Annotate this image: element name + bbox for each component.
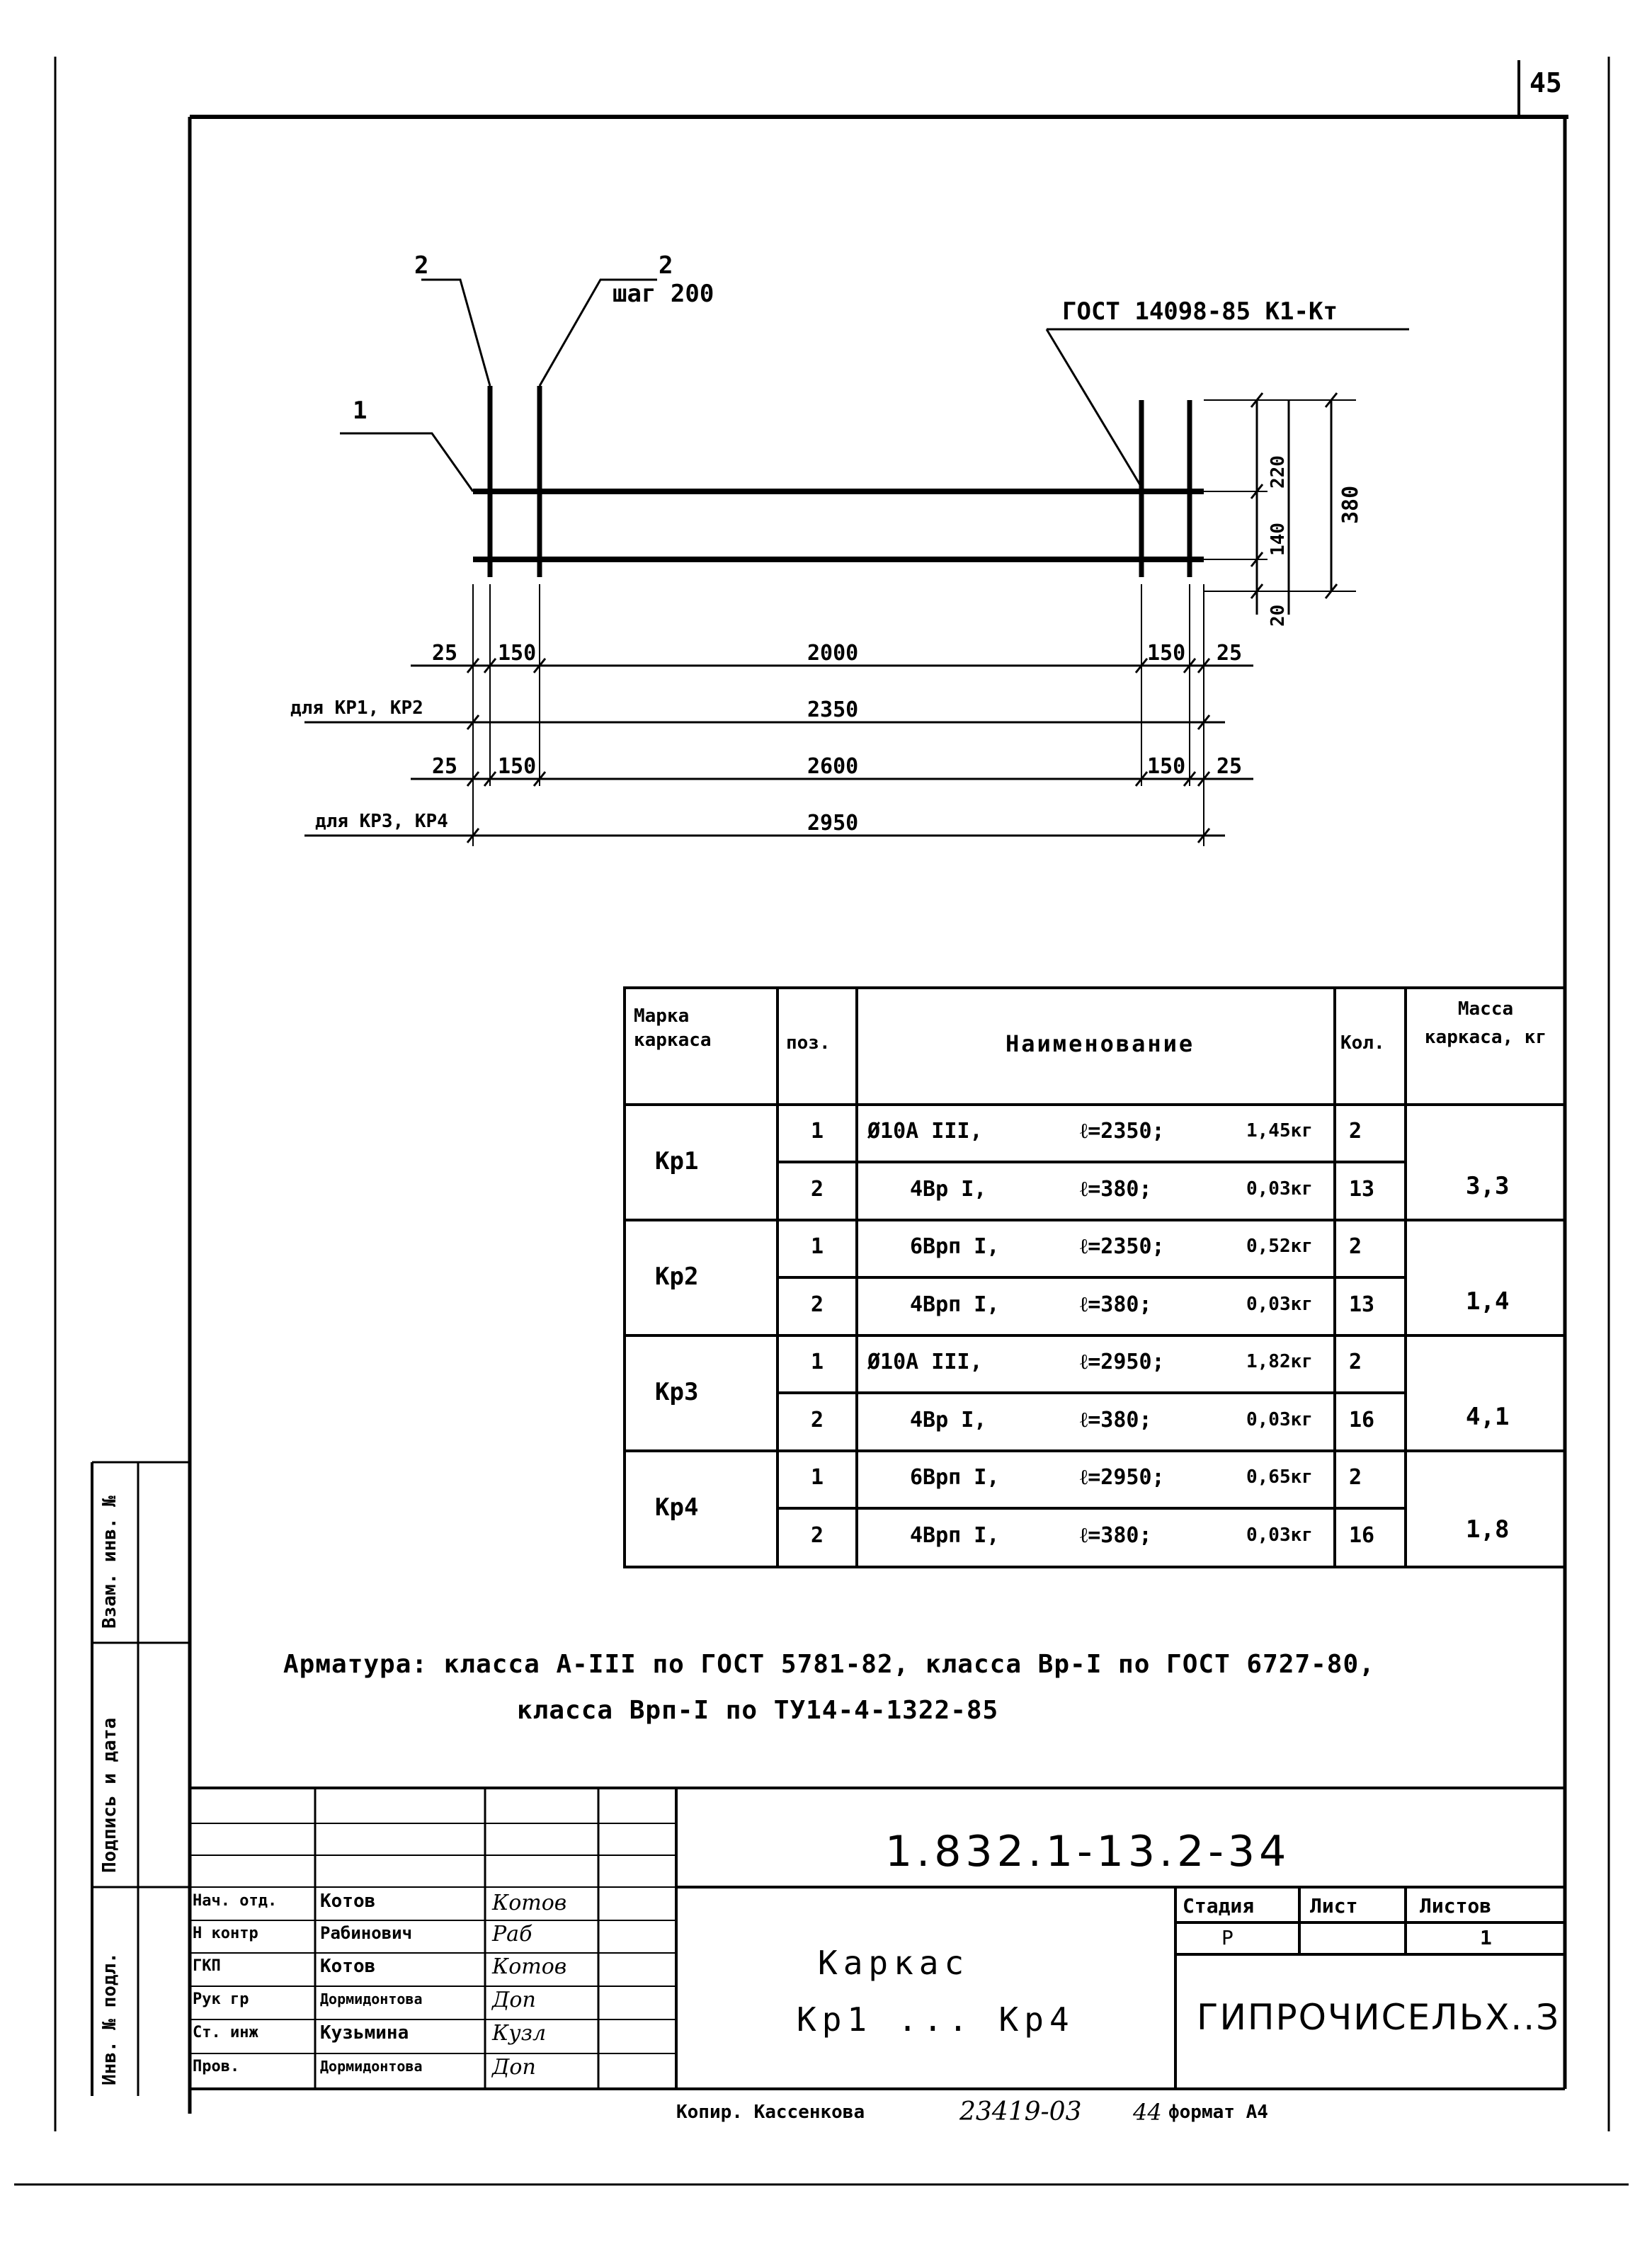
staff-signature: Раб [492, 1922, 532, 1947]
rebar-length: ℓ=2950; [1080, 1465, 1165, 1490]
pos: 2 [811, 1177, 824, 1202]
rebar-length: ℓ=2350; [1080, 1119, 1165, 1144]
rebar-length: ℓ=380; [1080, 1408, 1152, 1432]
rebar-mass: 0,03кг [1246, 1525, 1313, 1546]
rebar-length: ℓ=380; [1080, 1292, 1152, 1317]
rebar-mass: 0,52кг [1246, 1236, 1313, 1257]
title-line-1: Каркас [818, 1944, 970, 1982]
sheets-value: 1 [1480, 1926, 1492, 1949]
callout-pos2-left: 2 [414, 251, 429, 280]
note-line-2: класса Врп-I по ТУ14-4-1322-85 [517, 1696, 999, 1725]
dim-row1-150a: 150 [498, 641, 537, 666]
rebar-length: ℓ=2950; [1080, 1350, 1165, 1374]
pos: 2 [811, 1523, 824, 1548]
title-line-2: Кр1 ... Кр4 [797, 2000, 1075, 2039]
header-mark: Марка каркаса [634, 1005, 712, 1051]
mass-kr1: 3,3 [1466, 1172, 1510, 1200]
sheet-number: 45 [1529, 67, 1562, 98]
staff-signature: Котов [492, 1891, 567, 1915]
mark-kr1: Кр1 [655, 1147, 699, 1175]
organization-stamp: ГИПРОЧИСЕЛЬХ..З [1197, 1997, 1561, 2038]
rebar-length: ℓ=2350; [1080, 1234, 1165, 1259]
footer-handwritten-number: 44 [1133, 2099, 1162, 2126]
staff-role: Пров. [193, 2058, 240, 2075]
dim-row2-2350: 2350 [807, 697, 859, 722]
rebar-mass: 1,82кг [1246, 1351, 1313, 1372]
dim-20: 20 [1268, 604, 1289, 627]
mass-kr2: 1,4 [1466, 1287, 1510, 1316]
dim-row3-25a: 25 [432, 754, 458, 779]
header-name: Наименование [1006, 1030, 1195, 1057]
side-label-replace-inv: Взам. инв. № [99, 1496, 120, 1629]
staff-name: Рабинович [320, 1923, 413, 1943]
document-code: 1.832.1-13.2-34 [885, 1827, 1291, 1876]
header-pos: поз. [786, 1032, 831, 1054]
pos: 1 [811, 1234, 824, 1259]
staff-name: Котов [320, 1956, 376, 1977]
staff-signature: Кузл [492, 2021, 547, 2046]
rebar-name: 6Врп I, [910, 1465, 1000, 1490]
rebar-name: 4Вр I, [910, 1177, 987, 1202]
dim-row3-150a: 150 [498, 754, 537, 779]
rebar-name: Ø10А III, [867, 1350, 983, 1374]
side-label-inv-no: Инв. № подл. [99, 1952, 120, 2085]
staff-signature: Доп [492, 2055, 536, 2080]
stage-value: Р [1221, 1926, 1234, 1949]
staff-role: Ст. инж [193, 2024, 258, 2041]
qty: 2 [1349, 1234, 1362, 1259]
dim-row1-25b: 25 [1217, 641, 1243, 666]
sheet-label: Лист [1310, 1894, 1358, 1918]
mass-kr4: 1,8 [1466, 1515, 1510, 1544]
dim-row4-label: для КР3, КР4 [315, 811, 448, 832]
staff-signature: Доп [492, 1988, 536, 2012]
qty: 2 [1349, 1119, 1362, 1144]
dim-row1-25a: 25 [432, 641, 458, 666]
callout-pos1: 1 [353, 397, 368, 425]
rebar-length: ℓ=380; [1080, 1177, 1152, 1202]
dim-380: 380 [1338, 485, 1363, 524]
dim-row3-150b: 150 [1147, 754, 1186, 779]
pos: 1 [811, 1350, 824, 1374]
qty: 2 [1349, 1465, 1362, 1490]
dim-row3-25b: 25 [1217, 754, 1243, 779]
dim-row4-2950: 2950 [807, 811, 859, 836]
header-qty: Кол. [1340, 1032, 1385, 1054]
dim-220: 220 [1268, 455, 1289, 489]
staff-role: Н контр [193, 1925, 258, 1942]
staff-name: Котов [320, 1891, 376, 1912]
rebar-name: 4Врп I, [910, 1523, 1000, 1548]
staff-name: Кузьмина [320, 2022, 409, 2044]
mark-kr4: Кр4 [655, 1493, 699, 1522]
note-line-1: Арматура: класса А-III по ГОСТ 5781-82, класса Вр-I по ГОСТ 6727-80, [283, 1650, 1375, 1679]
pos: 1 [811, 1465, 824, 1490]
qty: 16 [1349, 1408, 1375, 1432]
qty: 13 [1349, 1292, 1375, 1317]
footer-format: формат А4 [1168, 2102, 1268, 2123]
rebar-mass: 0,65кг [1246, 1466, 1313, 1488]
mark-kr3: Кр3 [655, 1378, 699, 1406]
callout-step: шаг 200 [613, 280, 714, 308]
staff-name: Дормидонтова [320, 1990, 423, 2007]
mark-kr2: Кр2 [655, 1263, 699, 1291]
rebar-mass: 0,03кг [1246, 1409, 1313, 1430]
staff-role: Нач. отд. [193, 1892, 278, 1910]
staff-role: ГКП [193, 1957, 221, 1975]
dim-row2-label: для КР1, КР2 [290, 697, 423, 719]
staff-name: Дормидонтова [320, 2058, 423, 2075]
dim-row3-2600: 2600 [807, 754, 859, 779]
rebar-name: 4Врп I, [910, 1292, 1000, 1317]
qty: 16 [1349, 1523, 1375, 1548]
dim-140: 140 [1268, 523, 1289, 556]
pos: 1 [811, 1119, 824, 1144]
footer-copied-by: Копир. Кассенкова [676, 2102, 865, 2123]
sheets-label: Листов [1420, 1894, 1492, 1918]
footer-copy-number: 23419-03 [959, 2097, 1082, 2126]
pos: 2 [811, 1292, 824, 1317]
callout-pos2-right: 2 [659, 251, 673, 280]
rebar-mass: 0,03кг [1246, 1178, 1313, 1200]
header-mass: Масса каркаса, кг [1424, 998, 1547, 1048]
qty: 13 [1349, 1177, 1375, 1202]
rebar-mass: 0,03кг [1246, 1294, 1313, 1315]
rebar-name: 4Вр I, [910, 1408, 987, 1432]
rebar-name: Ø10А III, [867, 1119, 983, 1144]
pos: 2 [811, 1408, 824, 1432]
rebar-length: ℓ=380; [1080, 1523, 1152, 1548]
dim-row1-2000: 2000 [807, 641, 859, 666]
qty: 2 [1349, 1350, 1362, 1374]
mass-kr3: 4,1 [1466, 1403, 1510, 1431]
dim-row1-150b: 150 [1147, 641, 1186, 666]
rebar-mass: 1,45кг [1246, 1120, 1313, 1141]
side-label-sign-date: Подпись и дата [99, 1717, 120, 1873]
staff-signature: Котов [492, 1954, 567, 1979]
rebar-name: 6Врп I, [910, 1234, 1000, 1259]
staff-role: Рук гр [193, 1990, 249, 2008]
callout-gost-weld: ГОСТ 14098-85 К1-Кт [1062, 297, 1338, 326]
stage-label: Стадия [1183, 1894, 1255, 1918]
